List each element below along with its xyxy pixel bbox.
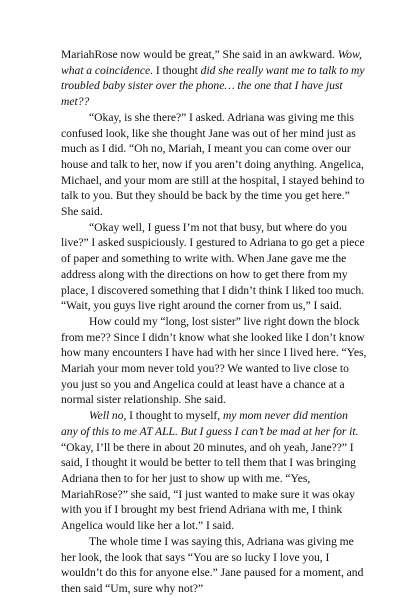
text-run: “Okay, I’ll be there in about 20 minutes, and oh yeah, Jane??” I said, I thought it would be better to tell them that I was bringing Adriana then to for her just to show up with me. “Yes, MariahRose?” she said, “I just wanted to make sure it was okay with you if I brought my best friend Adriana with me, I think Angelica would like her a lot.” I said. xyxy=(61,440,356,533)
text-run: How could my “long, lost sister” live right down the block from me?? Since I didn’t know what she looked like I don’t know how many encounters I have had with her since I lived here. “Yes, Mariah your mom never told you?? We wanted to live close to you just so you and Angelica could at least have a chance at a normal sister relationship. She said. xyxy=(61,314,367,407)
text-run: I thought xyxy=(153,63,201,77)
text-run: “Okay well, I guess I’m not that busy, but where do you live?” I asked suspiciously. I gestured to Adriana to go get a piece of paper and something to write with. When Jane gave me the address along with the directions on how to get there from my place, I discovered something that I didn’t think I liked too much. “Wait, you guys live right around the corner from us,” I said. xyxy=(61,220,365,313)
paragraph xyxy=(61,220,367,314)
text-run: I thought to myself, xyxy=(126,409,223,423)
italic-text-run: Wow, what a coincidence. xyxy=(61,48,362,77)
paragraph xyxy=(61,314,367,408)
italic-text-run: did she really want me to talk to my troubled baby sister over the phone… the one that I have just met?? xyxy=(61,63,365,109)
italic-text-run: my mom never did mention any of this to me AT ALL. But I guess I can’t be mad at her for it. xyxy=(61,409,359,438)
paragraph xyxy=(61,408,367,534)
paragraph xyxy=(61,534,367,597)
paragraph xyxy=(61,110,367,220)
text-run: The whole time I was saying this, Adriana was giving me her look, the look that says “You are so lucky I love you, I wouldn’t do this for anyone else.” Jane paused for a moment, and then said “Um, sure why not?” xyxy=(61,534,364,595)
italic-text-run: Well no, xyxy=(89,409,127,423)
paragraph xyxy=(61,47,367,110)
text-run: MariahRose now would be great,” She said in an awkward. xyxy=(61,48,338,61)
text-run: “Okay, is she there?” I asked. Adriana was giving me this confused look, like she thought Jane was out of her mind just as much as I did. “Oh no, Mariah, I meant you can come over our house and talk to her, now if you aren’t doing anything. Angelica, Michael, and your mom are still at the hospital, I stayed behind to talk to you. But they should be back by the time you get here.” She said. xyxy=(61,110,365,219)
body-text xyxy=(61,47,367,597)
